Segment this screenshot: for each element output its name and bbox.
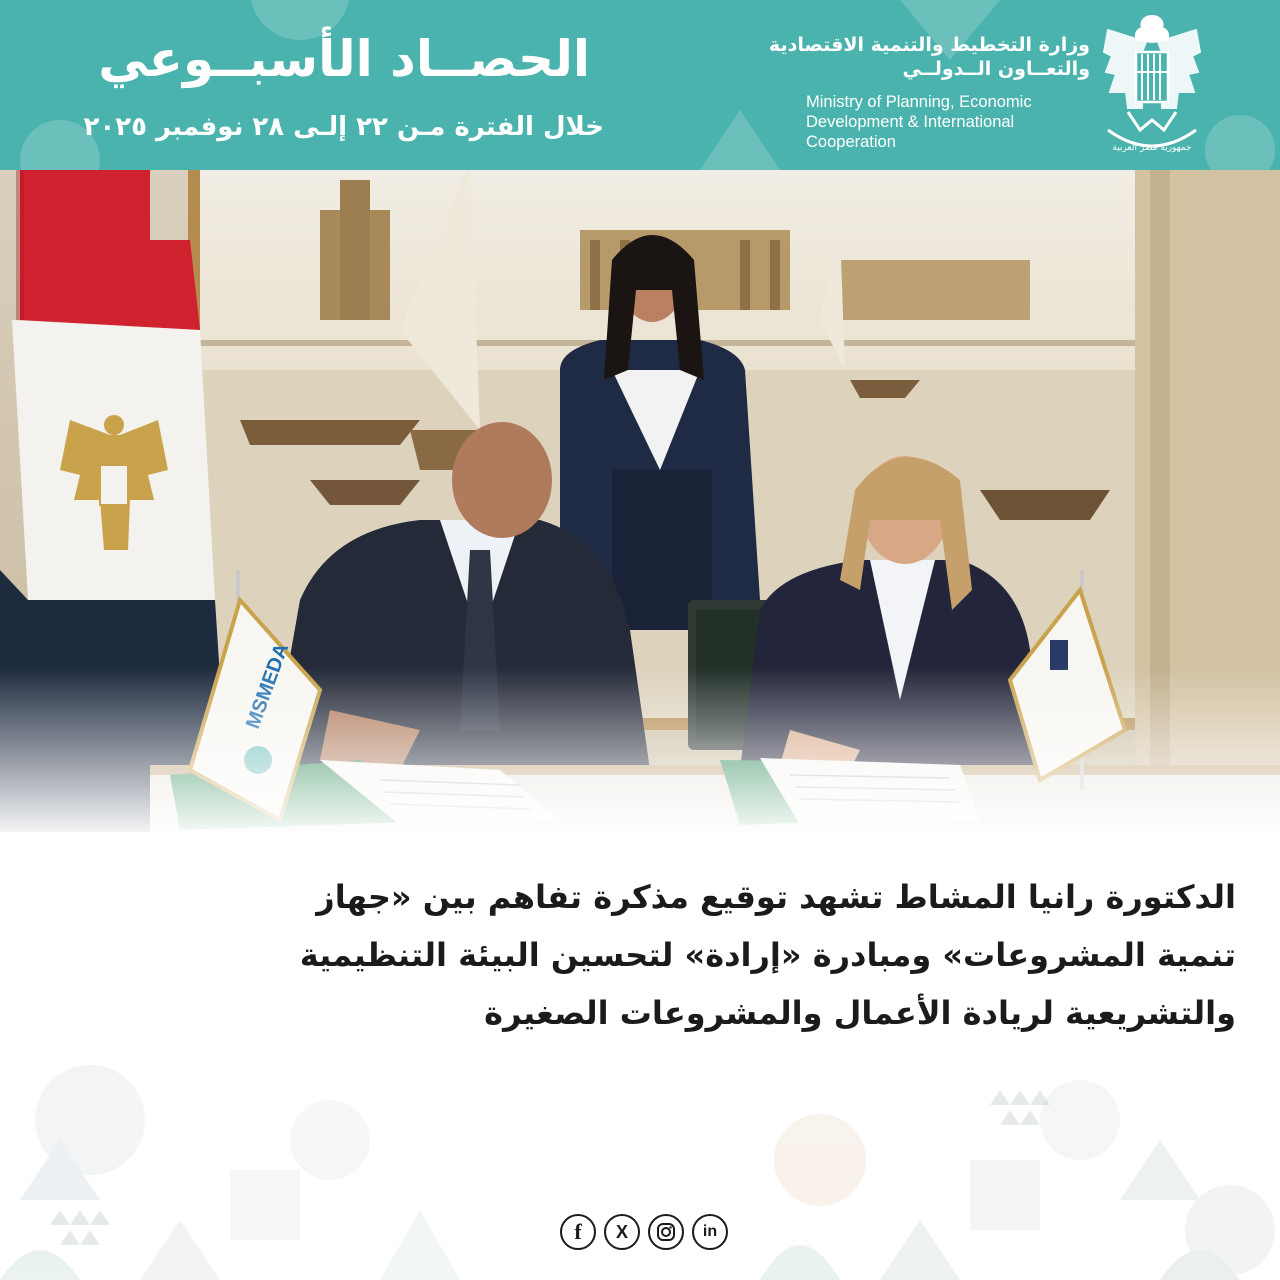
facebook-icon[interactable]: f <box>560 1214 596 1250</box>
instagram-icon[interactable] <box>648 1214 684 1250</box>
headline-line3: والتشريعية لريادة الأعمال والمشروعات الصغيرة <box>484 994 1236 1032</box>
ministry-name-ar-line2: والتعــاون الــدولــي <box>902 58 1090 80</box>
instagram-glyph <box>656 1222 676 1242</box>
linkedin-icon[interactable]: in <box>692 1214 728 1250</box>
header-band <box>0 0 1280 170</box>
header-period: خلال الفترة مـن ٢٢ إلـى ٢٨ نوفمبر ٢٠٢٥ <box>83 112 604 142</box>
signing-photo <box>0 170 1280 832</box>
ministry-name-en-line3: Cooperation <box>806 133 896 151</box>
ministry-name-en-line1: Ministry of Planning, Economic <box>806 93 1032 111</box>
headline <box>30 868 1236 1042</box>
x-icon[interactable]: X <box>604 1214 640 1250</box>
ministry-name-en <box>806 92 1032 152</box>
emblem-caption: جمهورية مصر العربية <box>1112 143 1192 153</box>
header-title: الحصــاد الأسبــوعي <box>98 30 590 88</box>
headline-line2: تنمية المشروعات» ومبادرة «إرادة» لتحسين البيئة التنظيمية <box>299 936 1236 974</box>
headline-line1: الدكتورة رانيا المشاط تشهد توقيع مذكرة تفاهم بين «جهاز <box>316 878 1236 916</box>
ministry-name-ar-line1: وزارة التخطيط والتنمية الاقتصادية <box>768 34 1090 56</box>
signing-photo-illustration <box>0 170 1280 832</box>
ministry-name-en-line2: Development & International <box>806 113 1015 131</box>
eagle-emblem-icon <box>1098 12 1206 154</box>
social-links <box>560 1214 728 1250</box>
